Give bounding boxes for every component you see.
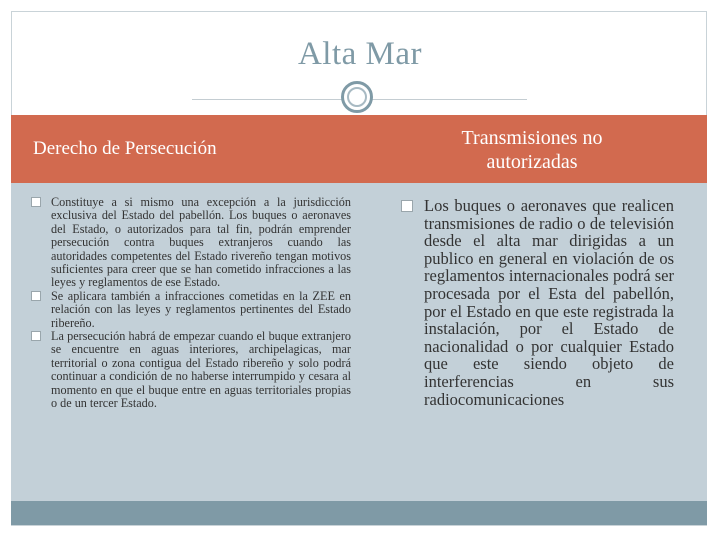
footer-band: [11, 501, 707, 525]
bullet-text: Se aplicara también a infracciones cometidas en la ZEE en relación con las leyes y reglamentos pertinentes del Estado ribereño.: [51, 288, 351, 330]
bullet-text: La persecución habrá de empezar cuando el buque extranjero se encuentre en aguas interiores, archipelagicas, mar territorial o zona contigua del Estado ribereño y solo podrá continuar a condición de no haberse interrumpido y cesara al momento en que el buque entre en aguas territoriales propias o de un tercer Estado.: [51, 329, 351, 411]
left-bullet-list: [31, 196, 351, 411]
list-item: [31, 290, 351, 330]
square-bullet-icon: [31, 331, 41, 341]
left-column-heading: Derecho de Persecución: [33, 138, 217, 159]
square-bullet-icon: [401, 200, 413, 212]
bullet-text: Constituye a si mismo una excepción a la jurisdicción exclusiva del Estado del pabellón. Los buques o aeronaves del Estado, o autorizados para tal fin, podrán emprender persecución contra buques extranjeros cuando las autoridades competentes del Estado rivereño tengan motivos suficientes para creer que se han cometido infracciones a las leyes y reglamentos de ese Estado.: [51, 195, 351, 290]
square-bullet-icon: [31, 197, 41, 207]
slide-title: Alta Mar: [297, 36, 423, 72]
right-bullet-list: [401, 197, 674, 408]
list-item: [31, 330, 351, 410]
list-item: [31, 196, 351, 290]
bullet-text: Los buques o aeronaves que realicen transmisiones de radio o de televisión desde el alta mar dirigidas a un publico en general en violación de os reglamentos internacionales podrá ser procesada por el Esta del pabellón, por el Estado en que este registrada la instalación, por el Estado de nacionalidad o por cualquier Estado que este siendo objeto de interferencias en sus radiocomunicaciones: [424, 196, 674, 409]
list-item: [401, 197, 674, 408]
square-bullet-icon: [31, 291, 41, 301]
right-column-heading: Transmisiones no autorizadas: [461, 127, 603, 173]
circle-ornament-icon: [341, 81, 373, 113]
